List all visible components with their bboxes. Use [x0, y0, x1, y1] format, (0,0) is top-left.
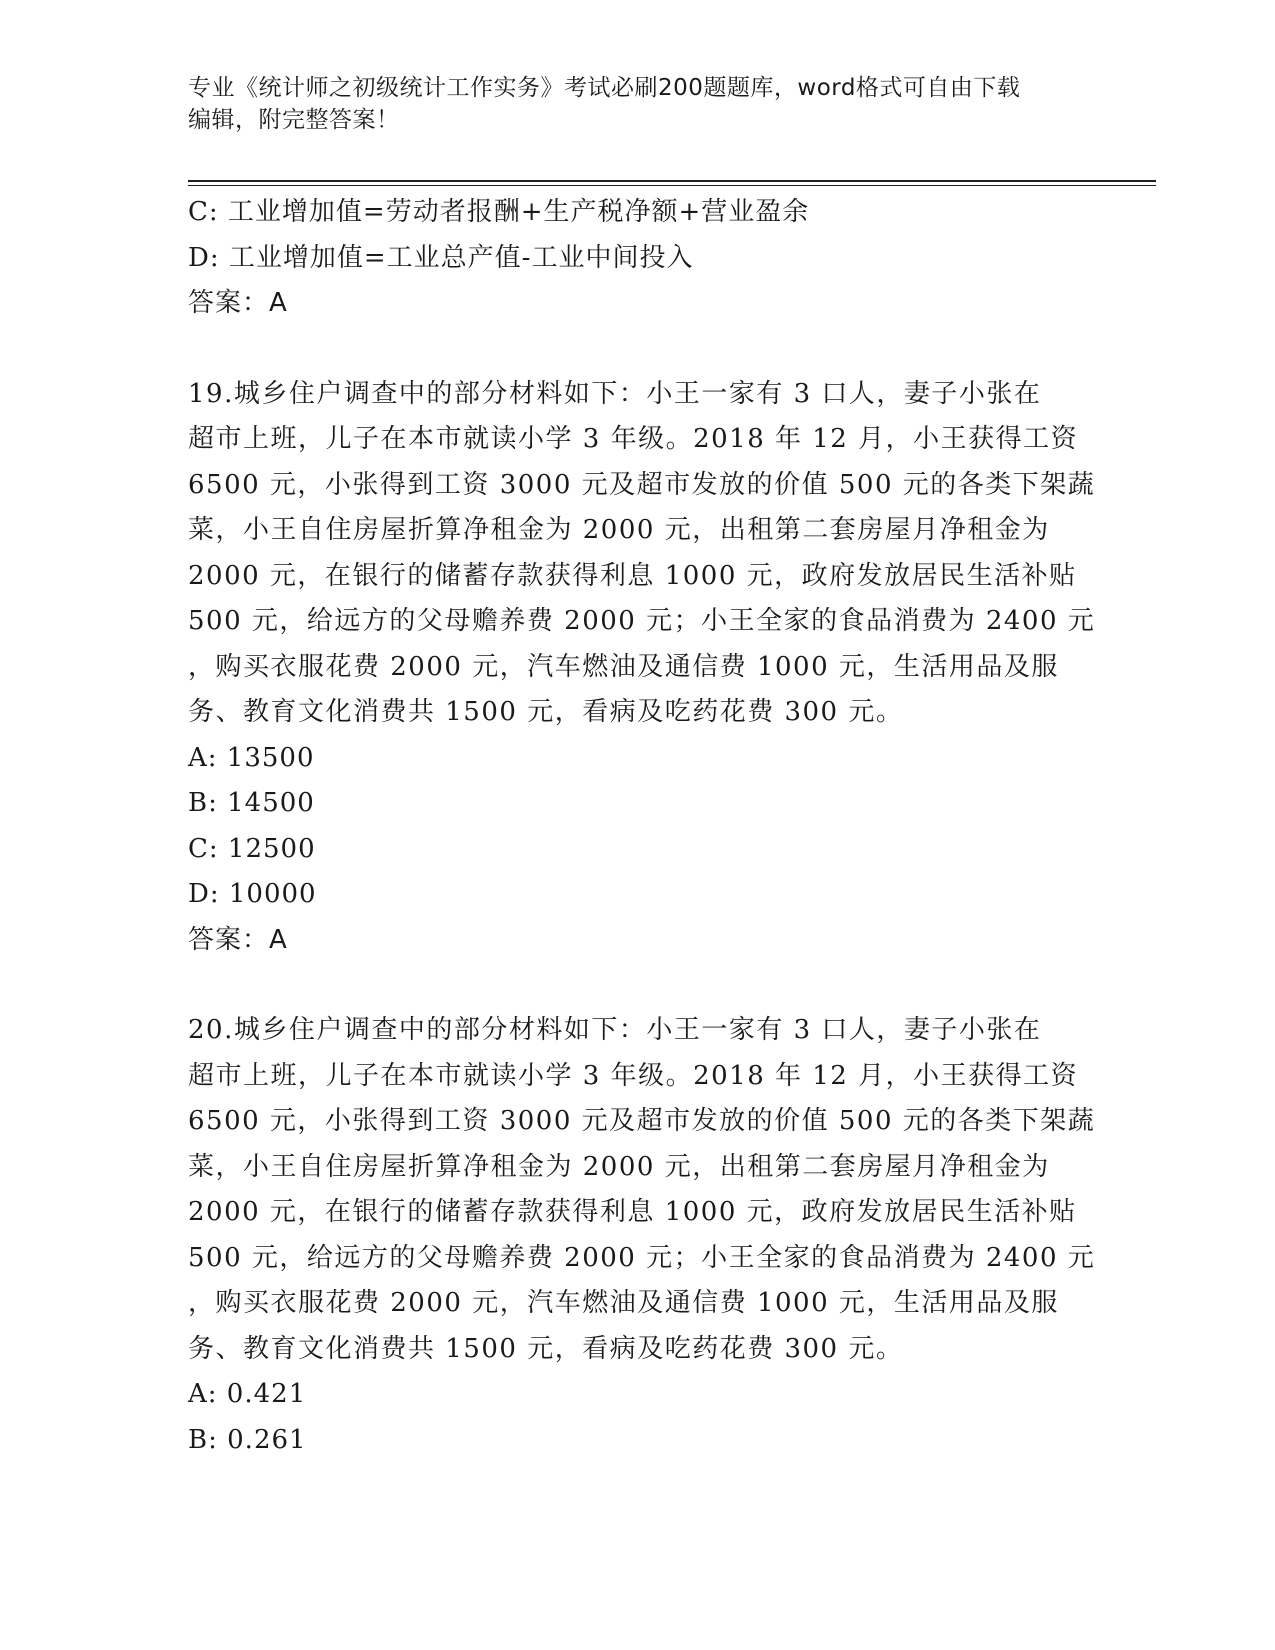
- option-c: C: 12500: [188, 833, 316, 864]
- option-d: D: 10000: [188, 879, 317, 909]
- option-a: A: 0.421: [188, 1379, 307, 1409]
- question-20-line: 超市上班，儿子在本市就读小学 3 年级。2018 年 12 月，小王获得工资: [188, 1060, 1079, 1091]
- question-19: [188, 372, 1096, 964]
- question-19-line: ，购买衣服花费 2000 元，汽车燃油及通信费 1000 元，生活用品及服: [188, 651, 1059, 682]
- header-divider-thin: [188, 185, 1156, 186]
- question-20: [188, 1008, 1096, 1463]
- question-20-line: 2000 元，在银行的储蓄存款获得利息 1000 元，政府发放居民生活补贴: [188, 1197, 1077, 1227]
- question-20-line: 20.城乡住户调查中的部分材料如下：小王一家有 3 口人，妻子小张在: [188, 1015, 1042, 1045]
- spacer: [188, 963, 1083, 1008]
- question-19-line: 务、教育文化消费共 1500 元，看病及吃药花费 300 元。: [188, 697, 904, 727]
- header-line-2: 编辑，附完整答案！: [188, 107, 400, 133]
- question-20-line: 务、教育文化消费共 1500 元，看病及吃药花费 300 元。: [188, 1333, 904, 1364]
- question-19-line: 菜，小王自住房屋折算净租金为 2000 元，出租第二套房屋月净租金为: [188, 515, 1050, 545]
- option-b: B: 14500: [188, 788, 315, 818]
- question-19-line: 19.城乡住户调查中的部分材料如下：小王一家有 3 口人，妻子小张在: [188, 378, 1042, 409]
- page-header: [188, 72, 1088, 136]
- option-b: B: 0.261: [188, 1424, 307, 1455]
- answer-label: 答案：A: [188, 288, 288, 318]
- spacer: [188, 327, 1083, 372]
- prev-question-block: [188, 190, 1083, 327]
- option-c: C: 工业增加值=劳动者报酬+生产税净额+营业盈余: [188, 197, 810, 227]
- answer-label: 答案：A: [188, 924, 288, 955]
- header-line-1: 专业《统计师之初级统计工作实务》考试必刷200题题库，word格式可自由下载: [188, 75, 1021, 101]
- document-body: [188, 190, 1096, 1463]
- question-20-line: 菜，小王自住房屋折算净租金为 2000 元，出租第二套房屋月净租金为: [188, 1151, 1050, 1182]
- question-19-line: 超市上班，儿子在本市就读小学 3 年级。2018 年 12 月，小王获得工资: [188, 424, 1079, 454]
- header-divider-thick: [188, 180, 1156, 182]
- question-19-line: 500 元，给远方的父母赡养费 2000 元；小王全家的食品消费为 2400 元: [188, 606, 1096, 636]
- question-20-line: 6500 元，小张得到工资 3000 元及超市发放的价值 500 元的各类下架蔬: [188, 1106, 1096, 1136]
- question-20-line: ，购买衣服花费 2000 元，汽车燃油及通信费 1000 元，生活用品及服: [188, 1288, 1059, 1318]
- question-20-line: 500 元，给远方的父母赡养费 2000 元；小王全家的食品消费为 2400 元: [188, 1242, 1096, 1273]
- question-19-line: 2000 元，在银行的储蓄存款获得利息 1000 元，政府发放居民生活补贴: [188, 560, 1077, 591]
- option-a: A: 13500: [188, 742, 315, 773]
- question-19-line: 6500 元，小张得到工资 3000 元及超市发放的价值 500 元的各类下架蔬: [188, 469, 1096, 500]
- option-d: D: 工业增加值=工业总产值-工业中间投入: [188, 242, 694, 273]
